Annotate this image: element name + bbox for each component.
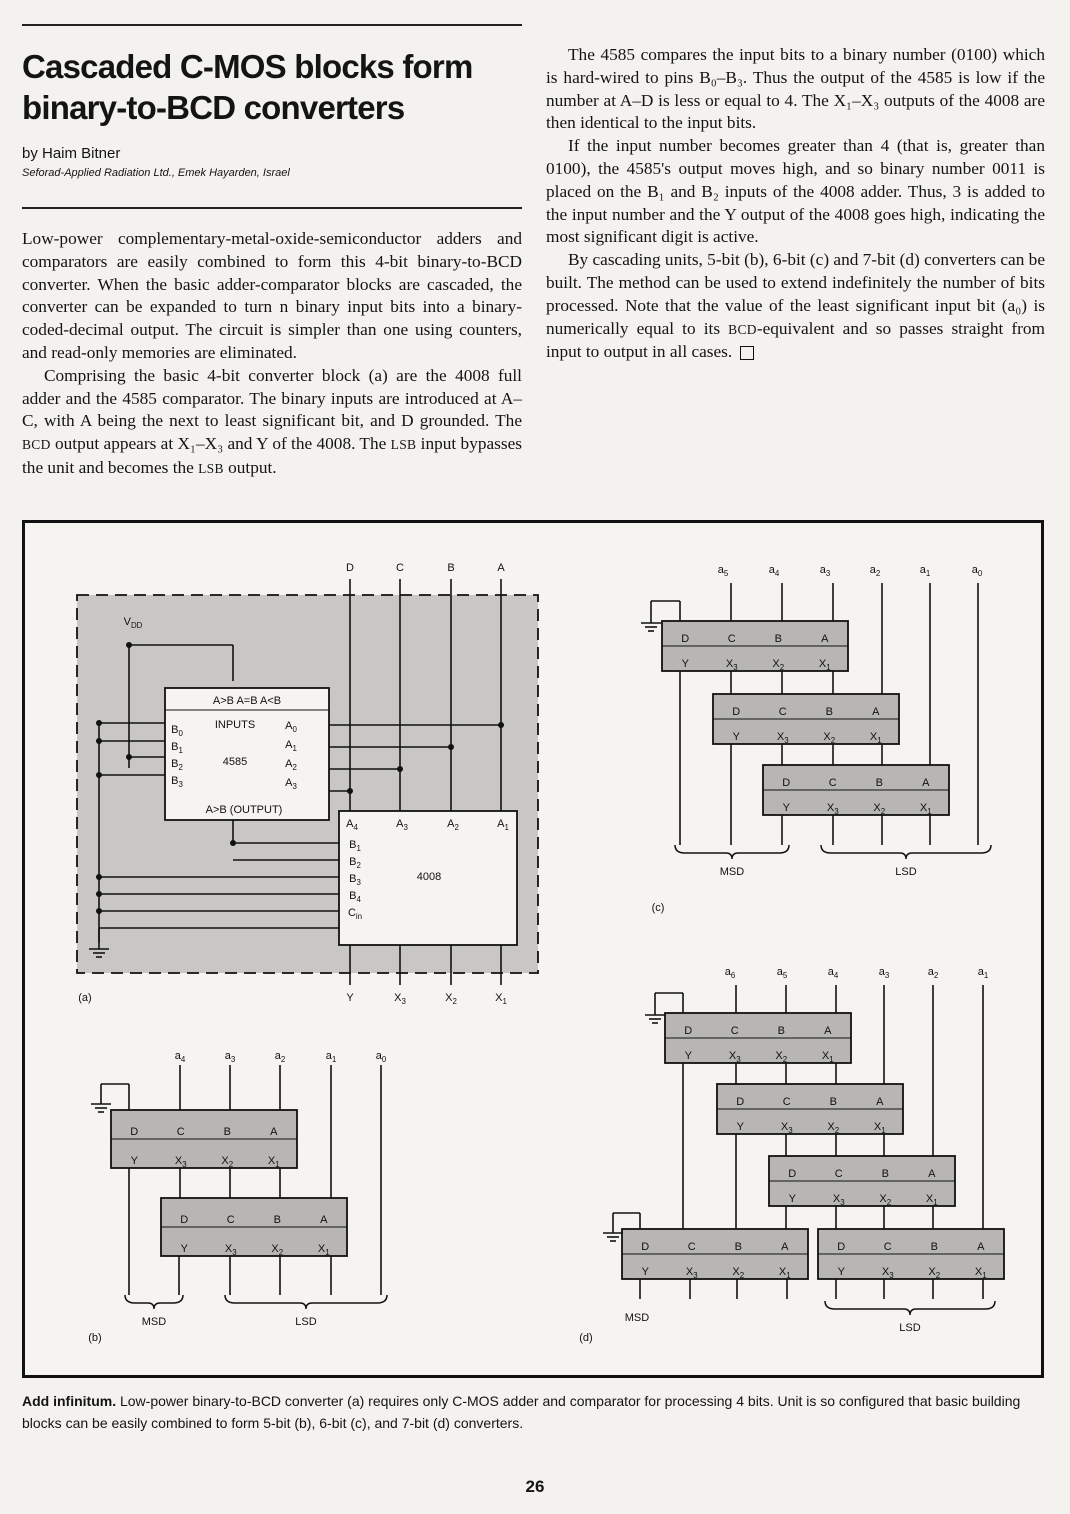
block-pin-label-B: B: [223, 1126, 231, 1138]
block-pin-label-A: A: [977, 1241, 985, 1253]
panel-b-msd-brace: [125, 1295, 183, 1309]
block-pin-label-X3: $X_3$: [725, 658, 738, 672]
figure-caption: [22, 1390, 1052, 1434]
comparator-output-label: A>B (OUTPUT): [205, 804, 283, 816]
block-pin-label-X2: $X_2$: [775, 1050, 788, 1064]
block-pin-label-Y: Y: [684, 1050, 692, 1062]
block-pin-label-X1: $X_1$: [818, 658, 831, 672]
block-pin-label-X2: $X_2$: [827, 1121, 840, 1135]
block-pin-label-B: B: [734, 1241, 742, 1253]
block-pin-label-A: A: [928, 1168, 936, 1180]
block-pin-label-B: B: [881, 1168, 889, 1180]
panel-b-lsd-label: LSD: [295, 1316, 317, 1328]
title-top-rule: [22, 24, 522, 26]
paragraph-5-text: By cascading units, 5-bit (b), 6-bit (c) and 7-bit (d) converters can be built. The method can be used to extend indefinitely the number of bits processed. Note that the value of the least significant input bit (a₀) is numerically equal to its BCD-equivalent and so passes straight from input to output in all cases.: [546, 250, 1045, 362]
block-pin-label-C: C: [226, 1214, 235, 1226]
block-pin-label-A: A: [320, 1214, 328, 1226]
block-pin-label-Y: Y: [782, 802, 790, 814]
panel-a-input-label-D: D: [346, 562, 354, 574]
block-pin-label-X3: $X_3$: [776, 731, 789, 745]
paragraph-1: Low-power complementary-metal-oxide-semiconductor adders and comparators are easily combined to form this 4-bit binary-to-BCD converter. When the basic adder-comparator blocks are cascaded, the converter can be expanded to turn n binary input bits into a binary-coded-decimal output. The circuit is simpler than one using counters, and read-only memories are eliminated.: [22, 229, 522, 362]
block-pin-label-X3: $X_3$: [174, 1155, 187, 1169]
block-pin-label-X1: $X_1$: [925, 1193, 938, 1207]
junction-dot: [347, 788, 353, 794]
block-pin-label-D: D: [788, 1168, 797, 1180]
block-pin-label-B: B: [273, 1214, 281, 1226]
block-pin-label-C: C: [727, 633, 736, 645]
panel-d-label: (d): [579, 1332, 593, 1344]
block-pin-label-Y: Y: [736, 1121, 744, 1133]
adder-left-pin-Cin: $C_{in}$: [347, 907, 363, 921]
junction-dot: [96, 891, 102, 897]
comparator-header: A>B A=B A<B: [212, 695, 282, 707]
block-pin-label-Y: Y: [641, 1266, 649, 1278]
block-pin-label-X2: $X_2$: [732, 1266, 745, 1280]
caption-lead: Add infinitum.: [22, 1393, 117, 1409]
block-pin-label-Y: Y: [788, 1193, 796, 1205]
panel-b-lsd-brace: [225, 1295, 387, 1309]
block-pin-label-B: B: [777, 1025, 785, 1037]
block-pin-label-X1: $X_1$: [821, 1050, 834, 1064]
end-of-article-icon: [740, 346, 754, 360]
block-pin-label-D: D: [180, 1214, 189, 1226]
block-pin-label-C: C: [778, 706, 787, 718]
block-pin-label-C: C: [782, 1096, 791, 1108]
junction-dot: [96, 874, 102, 880]
panel-a-input-label-C: C: [396, 562, 404, 574]
junction-dot: [230, 840, 236, 846]
adder-top-pin-A1: $A_1$: [497, 818, 509, 832]
block-pin-label-Y: Y: [837, 1266, 845, 1278]
comparator-left-pin-B1: $B_1$: [171, 741, 183, 755]
junction-dot: [96, 720, 102, 726]
comparator-right-pin-A2: $A_2$: [285, 758, 297, 772]
panel-b-input-label-a0: $a_0$: [375, 1050, 387, 1064]
block-pin-label-X3: $X_3$: [728, 1050, 741, 1064]
panel-a-output-label-Y: Y: [346, 992, 354, 1004]
panel-d-lsd-brace: [825, 1301, 995, 1315]
page-number: 26: [525, 1477, 545, 1496]
block-pin-label-X1: $X_1$: [919, 802, 932, 816]
panel-a-label: (a): [78, 992, 92, 1004]
panel-d-msd-label: MSD: [624, 1312, 650, 1324]
panel-b-input-label-a4: $a_4$: [174, 1050, 186, 1064]
panel-d-input-label-a6: $a_6$: [724, 966, 736, 980]
comparator-left-pin-B2: $B_2$: [171, 758, 183, 772]
block-pin-label-A: A: [270, 1126, 278, 1138]
block-pin-label-X2: $X_2$: [823, 731, 836, 745]
junction-dot: [96, 908, 102, 914]
block-pin-label-D: D: [736, 1096, 745, 1108]
panel-c-input-label-a4: $a_4$: [768, 564, 780, 578]
junction-dot: [397, 766, 403, 772]
panel-d-input-label-a3: $a_3$: [878, 966, 890, 980]
block-pin-label-X1: $X_1$: [267, 1155, 280, 1169]
comparator-right-pin-A3: $A_3$: [285, 777, 297, 791]
block-pin-label-Y: Y: [180, 1243, 188, 1255]
paragraph-4: If the input number becomes greater than 4 (that is, greater than 0100), the 4585's output moves high, and so binary number 0011 is placed on the B₁ and B₂ inputs of the 4008 adder. Thus, 3 is added to the input number and the Y output of the 4008 goes high, indicating the most significant digit is active.: [546, 136, 1045, 247]
comparator-inputs-label: INPUTS: [214, 719, 256, 731]
adder-top-pin-A3: $A_3$: [396, 818, 408, 832]
circuit-figure: [25, 523, 1041, 1375]
block-pin-label-B: B: [774, 633, 782, 645]
adder-left-pin-B4: $B_4$: [349, 890, 361, 904]
block-pin-label-X3: $X_3$: [685, 1266, 698, 1280]
block-pin-label-Y: Y: [130, 1155, 138, 1167]
block-pin-label-A: A: [872, 706, 880, 718]
block-pin-label-X1: $X_1$: [873, 1121, 886, 1135]
vdd-label: $V_{DD}$: [123, 616, 143, 630]
block-pin-label-X2: $X_2$: [221, 1155, 234, 1169]
block-pin-label-X3: $X_3$: [832, 1193, 845, 1207]
block-pin-label-A: A: [824, 1025, 832, 1037]
panel-c-input-label-a1: $a_1$: [919, 564, 931, 578]
adder-left-pin-B1: $B_1$: [349, 839, 361, 853]
block-pin-label-D: D: [837, 1241, 846, 1253]
panel-c-input-label-a3: $a_3$: [819, 564, 831, 578]
block-pin-label-Y: Y: [681, 658, 689, 670]
block-pin-label-A: A: [876, 1096, 884, 1108]
article-title: Cascaded C-MOS blocks form binary-to-BCD converters: [22, 48, 473, 126]
block-pin-label-D: D: [732, 706, 741, 718]
block-pin-label-X3: $X_3$: [780, 1121, 793, 1135]
paragraph-2: Comprising the basic 4-bit converter block (a) are the 4008 full adder and the 4585 comparator. The binary inputs are introduced at A–C, with A being the next to least significant bit, and D grounded. The BCD output appears at X₁–X₃ and Y of the 4008. The LSB input bypasses the unit and becomes the LSB output.: [22, 365, 522, 477]
junction-dot: [448, 744, 454, 750]
comparator-right-pin-A0: $A_0$: [285, 720, 297, 734]
panel-a-output-label-X2: $X_2$: [445, 992, 457, 1006]
block-pin-label-B: B: [930, 1241, 938, 1253]
panel-c-msd-label: MSD: [719, 866, 745, 878]
panel-d-input-label-a2: $a_2$: [927, 966, 939, 980]
panel-b-input-label-a1: $a_1$: [325, 1050, 337, 1064]
byline: by Haim Bitner: [22, 145, 121, 162]
block-pin-label-A: A: [922, 777, 930, 789]
panel-a-input-label-B: B: [447, 562, 455, 574]
junction-dot: [96, 738, 102, 744]
junction-dot: [96, 772, 102, 778]
panel-c-lsd-label: LSD: [895, 866, 917, 878]
adder-part-number: 4008: [416, 871, 442, 883]
block-pin-label-B: B: [829, 1096, 837, 1108]
panel-c-input-label-a5: $a_5$: [717, 564, 729, 578]
junction-dot: [126, 642, 132, 648]
figure-frame: [22, 520, 1044, 1378]
adder-left-pin-B3: $B_3$: [349, 873, 361, 887]
comparator-part-number: 4585: [222, 756, 248, 768]
adder-left-pin-B2: $B_2$: [349, 856, 361, 870]
panel-a-output-label-X3: $X_3$: [394, 992, 406, 1006]
paragraph-5: [546, 249, 1045, 364]
block-pin-label-X1: $X_1$: [317, 1243, 330, 1257]
block-pin-label-X1: $X_1$: [869, 731, 882, 745]
panel-c-input-label-a2: $a_2$: [869, 564, 881, 578]
block-pin-label-X2: $X_2$: [271, 1243, 284, 1257]
block-pin-label-D: D: [684, 1025, 693, 1037]
panel-d-lsd-label: LSD: [899, 1322, 921, 1334]
block-pin-label-X2: $X_2$: [772, 658, 785, 672]
panel-c-msd-brace: [675, 845, 789, 859]
right-column: [546, 44, 1045, 364]
block-pin-label-X1: $X_1$: [778, 1266, 791, 1280]
block-pin-label-D: D: [130, 1126, 139, 1138]
block-pin-label-C: C: [687, 1241, 696, 1253]
panel-c-input-label-a0: $a_0$: [971, 564, 983, 578]
affiliation: Seforad-Applied Radiation Ltd., Emek Hayarden, Israel: [22, 167, 290, 179]
panel-a-input-label-A: A: [497, 562, 505, 574]
panel-b-input-label-a3: $a_3$: [224, 1050, 236, 1064]
junction-dot: [126, 754, 132, 760]
panel-d-input-label-a5: $a_5$: [776, 966, 788, 980]
block-pin-label-B: B: [875, 777, 883, 789]
block-pin-label-X3: $X_3$: [826, 802, 839, 816]
junction-dot: [498, 722, 504, 728]
panel-c-lsd-brace: [821, 845, 991, 859]
comparator-left-pin-B0: $B_0$: [171, 724, 183, 738]
block-pin-label-C: C: [834, 1168, 843, 1180]
comparator-right-pin-A1: $A_1$: [285, 739, 297, 753]
panel-b-msd-label: MSD: [141, 1316, 167, 1328]
title-bottom-rule: [22, 207, 522, 209]
caption-text: Low-power binary-to-BCD converter (a) requires only C-MOS adder and comparator for processing 4 bits. Unit is so configured that basic building blocks can be easily combined to form 5-bit (b), 6-bit (c), and 7-bit (d) converters.: [22, 1393, 1021, 1431]
block-pin-label-A: A: [821, 633, 829, 645]
comparator-left-pin-B3: $B_3$: [171, 775, 183, 789]
block-pin-label-C: C: [883, 1241, 892, 1253]
paragraph-3: The 4585 compares the input bits to a binary number (0100) which is hard-wired to pins B₀–B₃. Thus the output of the 4585 is low if the number at A–D is less or equal to 4. The X₁–X₃ outputs of the 4008 are then identical to the input bits.: [546, 45, 1045, 133]
panel-a-output-label-X1: $X_1$: [495, 992, 507, 1006]
left-column: [22, 228, 522, 481]
adder-top-pin-A2: $A_2$: [447, 818, 459, 832]
block-pin-label-C: C: [176, 1126, 185, 1138]
panel-d-input-label-a4: $a_4$: [827, 966, 839, 980]
block-pin-label-D: D: [782, 777, 791, 789]
block-pin-label-X2: $X_2$: [879, 1193, 892, 1207]
block-pin-label-C: C: [730, 1025, 739, 1037]
block-pin-label-A: A: [781, 1241, 789, 1253]
block-pin-label-X3: $X_3$: [224, 1243, 237, 1257]
block-pin-label-B: B: [825, 706, 833, 718]
block-pin-label-D: D: [641, 1241, 650, 1253]
block-pin-label-D: D: [681, 633, 690, 645]
block-pin-label-Y: Y: [732, 731, 740, 743]
adder-top-pin-A4: $A_4$: [346, 818, 358, 832]
panel-c-label: (c): [651, 902, 665, 914]
block-pin-label-C: C: [828, 777, 837, 789]
block-pin-label-X1: $X_1$: [974, 1266, 987, 1280]
panel-b-input-label-a2: $a_2$: [274, 1050, 286, 1064]
comparator-4585: [165, 688, 329, 820]
block-pin-label-X2: $X_2$: [873, 802, 886, 816]
panel-d-input-label-a1: $a_1$: [977, 966, 989, 980]
panel-b-label: (b): [88, 1332, 102, 1344]
block-pin-label-X3: $X_3$: [881, 1266, 894, 1280]
block-pin-label-X2: $X_2$: [928, 1266, 941, 1280]
